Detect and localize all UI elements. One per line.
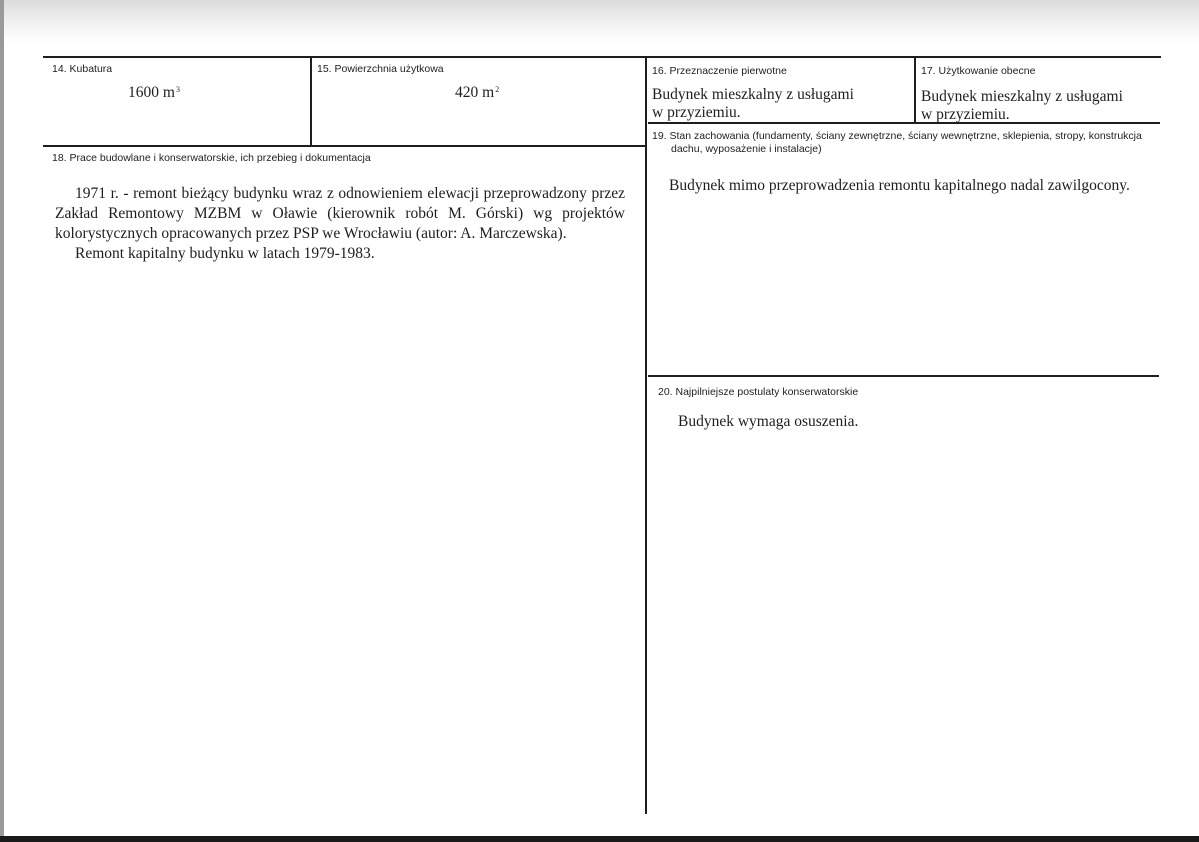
field-17-line2: w przyziemiu. [921,106,1010,123]
field-19-label-line1: 19. Stan zachowania (fundamenty, ściany zewnętrzne, ściany wewnętrzne, sklepienia, stropy, konstrukcja [652,130,1142,142]
field-14-label: 14. Kubatura [52,63,113,75]
scan-left-edge [0,0,4,842]
field-16-label: 16. Przeznaczenie pierwotne [652,65,787,77]
field-20-label: 20. Najpilniejsze postulaty konserwatorskie [658,386,859,398]
rule-below-16-17 [648,122,1160,124]
field-17-label: 17. Użytkowanie obecne [921,65,1036,77]
field-14-unit-exponent: 3 [175,85,180,94]
field-18-paragraph-1: 1971 r. - remont bieżący budynku wraz z odnowieniem elewacji przeprowadzony przez Zakład Remontowy MZBM w Oławie (kierownik robót M. Górski) wg projektów kolorystycznych opracowanych przez PSP we Wrocławiu (autor: A. Marczewska). [55,185,625,242]
divider-14-15 [310,57,312,146]
field-15-label: 15. Powierzchnia użytkowa [317,63,444,75]
field-20-text: Budynek wymaga osuszenia. [678,413,859,430]
field-14-number: 1600 m [128,84,175,101]
field-15-unit-exponent: 2 [495,85,500,94]
field-16-line1: Budynek mieszkalny z usługami [652,86,854,103]
field-19-text: Budynek mimo przeprowadzenia remontu kapitalnego nadal zawilgocony. [669,177,1130,194]
form-top-rule [43,56,1161,58]
scan-top-shadow [0,0,1199,44]
rule-below-19 [648,375,1159,377]
divider-16-17 [914,57,916,122]
field-18-text [55,184,625,264]
field-19-label-line2: dachu, wyposażenie i instalacje) [671,143,822,155]
field-15-value [455,84,499,101]
field-14-value [128,84,180,101]
scan-bottom-edge [0,836,1199,842]
field-17-line1: Budynek mieszkalny z usługami [921,88,1123,105]
rule-below-14-15 [43,145,647,147]
field-18-label: 18. Prace budowlane i konserwatorskie, ich przebieg i dokumentacja [52,152,371,164]
field-18-paragraph-2: Remont kapitalny budynku w latach 1979-1983. [75,245,375,262]
field-16-line2: w przyziemiu. [652,104,741,121]
main-vertical-divider [645,57,647,814]
field-15-number: 420 m [455,84,495,101]
